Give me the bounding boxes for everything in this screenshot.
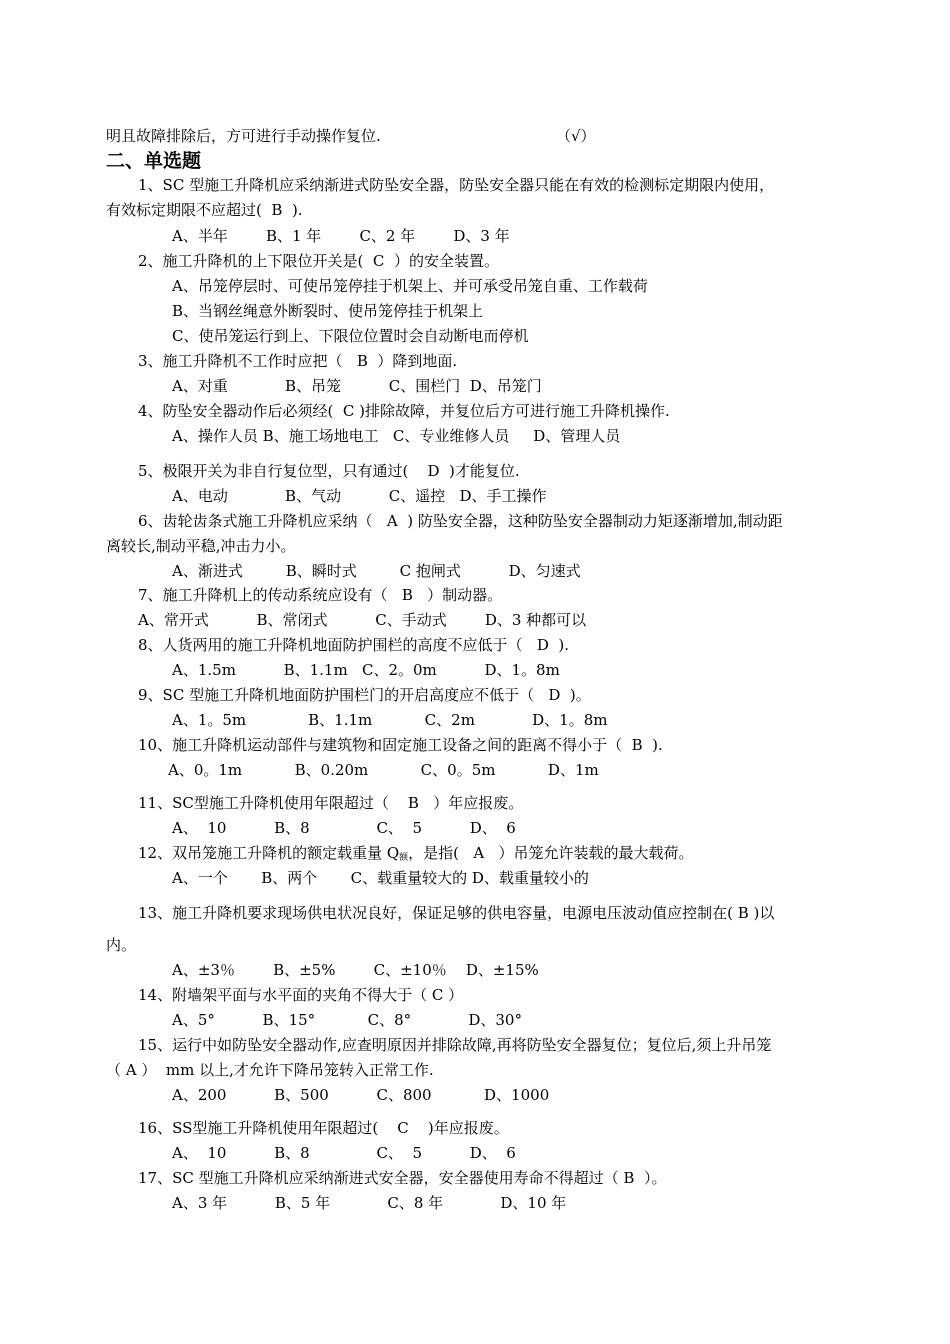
question-8: 8、人货两用的施工升降机地面防护围栏的高度不应低于（ D ). xyxy=(138,636,570,654)
question-2-option-c: C、使吊笼运行到上、下限位位置时会自动断电而停机 xyxy=(172,327,529,345)
question-11: 11、SC型施工升降机使用年限超过（ B ）年应报废。 xyxy=(138,794,524,812)
question-4: 4、防坠安全器动作后必须经( C )排除故障，并复位后方可进行施工升降机操作. xyxy=(138,402,670,420)
question-12-options: A、一个 B、两个 C、载重量较大的 D、载重量较小的 xyxy=(172,869,589,887)
question-2: 2、施工升降机的上下限位开关是( C ）的安全装置。 xyxy=(138,252,499,270)
question-12 xyxy=(138,843,693,868)
question-3-options: A、对重 B、吊笼 C、围栏门 D、吊笼门 xyxy=(172,377,542,395)
question-1-cont: 有效标定期限不应超过( B ). xyxy=(106,201,303,219)
question-13-options: A、±3％ B、±5% C、±10％ D、±15% xyxy=(172,961,539,979)
question-9: 9、SC 型施工升降机地面防护围栏门的开启高度应不低于（ D )。 xyxy=(138,686,591,704)
question-6: 6、齿轮齿条式施工升降机应采纳（ A ) 防坠安全器，这种防坠安全器制动力矩逐渐增加,制动距 xyxy=(138,512,783,530)
question-10-options: A、0。1m B、0.20m C、0。5m D、1m xyxy=(168,761,599,779)
question-5-options: A、电动 B、气动 C、遥控 D、手工操作 xyxy=(172,487,547,505)
question-12-text-cont: ，是指( A ）吊笼允许装载的最大载荷。 xyxy=(408,844,694,862)
question-13: 13、施工升降机要求现场供电状况良好，保证足够的供电容量，电源电压波动值应控制在( B )以 xyxy=(138,904,775,922)
question-4-options: A、操作人员 B、施工场地电工 C、专业维修人员 D、管理人员 xyxy=(172,427,621,445)
section-title: 二、单选题 xyxy=(106,150,202,172)
question-6-options: A、渐进式 B、瞬时式 C 抱闸式 D、匀速式 xyxy=(172,562,581,580)
question-16: 16、SS型施工升降机使用年限超过( C )年应报废。 xyxy=(138,1119,509,1137)
question-14-options: A、5° B、15° C、8° D、30° xyxy=(172,1011,522,1029)
question-15: 15、运行中如防坠安全器动作,应查明原因并排除故障,再将防坠安全器复位；复位后,须上升吊笼 xyxy=(138,1036,772,1054)
question-3: 3、施工升降机不工作时应把（ B ）降到地面. xyxy=(138,352,458,370)
question-1: 1、SC 型施工升降机应采纳渐进式防坠安全器，防坠安全器只能在有效的检测标定期限内使用， xyxy=(138,176,775,194)
question-2-option-a: A、吊笼停层时、可使吊笼停挂于机架上、并可承受吊笼自重、工作载荷 xyxy=(172,277,648,295)
question-12-subscript: 额 xyxy=(399,853,409,863)
question-7-options: A、常开式 B、常闭式 C、手动式 D、3 种都可以 xyxy=(138,611,587,629)
question-12-text: 12、双吊笼施工升降机的额定载重量 Q xyxy=(138,844,400,862)
question-1-options: A、半年 B、1 年 C、2 年 D、3 年 xyxy=(172,227,510,245)
question-11-options: A、 10 B、8 C、 5 D、 6 xyxy=(172,819,516,837)
question-8-options: A、1.5m B、1.1m C、2。0m D、1。8m xyxy=(172,661,560,679)
question-16-options: A、 10 B、8 C、 5 D、 6 xyxy=(172,1144,516,1162)
question-17-options: A、3 年 B、5 年 C、8 年 D、10 年 xyxy=(172,1194,567,1212)
question-10: 10、施工升降机运动部件与建筑物和固定施工设备之间的距离不得小于（ B ). xyxy=(138,736,663,754)
question-17: 17、SC 型施工升降机应采纳渐进式安全器，安全器使用寿命不得超过（ B ）。 xyxy=(138,1169,667,1187)
question-15-options: A、200 B、500 C、800 D、1000 xyxy=(172,1086,550,1104)
intro-text: 明且故障排除后，方可进行手动操作复位. xyxy=(106,127,381,145)
question-15-cont: （ A ） mm 以上,才允许下降吊笼转入正常工作. xyxy=(106,1061,434,1079)
question-13-cont: 内。 xyxy=(106,936,137,954)
question-9-options: A、1。5m B、1.1m C、2m D、1。8m xyxy=(172,711,608,729)
question-14: 14、附墙架平面与水平面的夹角不得大于（ C ） xyxy=(138,986,464,1004)
question-7: 7、施工升降机上的传动系统应设有（ B ）制动器。 xyxy=(138,586,503,604)
question-5: 5、极限开关为非自行复位型，只有通过( D )才能复位. xyxy=(138,462,520,480)
question-6-cont: 离较长,制动平稳,冲击力小。 xyxy=(106,537,296,555)
intro-answer-mark: （√） xyxy=(556,127,596,145)
question-2-option-b: B、当钢丝绳意外断裂时、使吊笼停挂于机架上 xyxy=(172,302,484,320)
